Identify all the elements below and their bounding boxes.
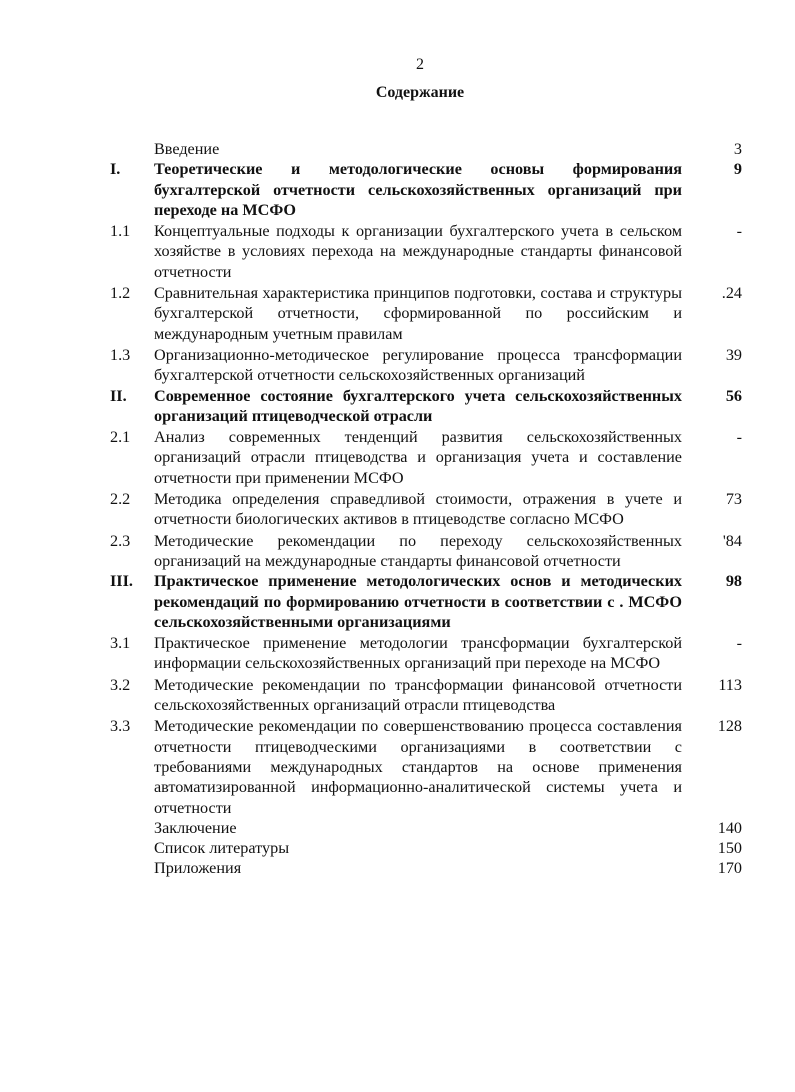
toc-entry-page: 150	[717, 839, 742, 858]
toc-entry-page: 140	[717, 818, 742, 837]
toc-entry-number: 3.1	[110, 634, 131, 653]
toc-entry-number: 3.3	[110, 717, 131, 736]
toc-entry-page: 73	[725, 490, 742, 509]
table-of-contents	[0, 139, 795, 879]
toc-entry-page: 98	[725, 572, 742, 591]
toc-entry-3-1	[0, 633, 795, 674]
toc-entry-number: 3.2	[110, 675, 131, 694]
toc-entry-conclusion	[0, 818, 795, 838]
page-number: 2	[416, 56, 424, 73]
toc-entry-number: 1.1	[110, 222, 131, 241]
toc-entry-2-3	[0, 531, 795, 572]
toc-entry-title: Методические рекомендации по совершенствованию процесса составления отчетности птицеводческими организациями в соответствии с требованиями международных стандартов на основе применения автоматизированной информационно-аналитической системы учета и отчетности	[154, 717, 682, 817]
toc-entry-title: Практическое применение методологии трансформации бухгалтерской информации сельскохозяйственных организаций при переходе на МСФО	[154, 634, 682, 673]
toc-entry-title: Сравнительная характеристика принципов подготовки, состава и структуры бухгалтерской отчетности, сформированной по российским и международным учетным правилам	[154, 284, 682, 343]
toc-entry-number: 1.3	[110, 345, 131, 364]
toc-entry-page: 3	[733, 140, 742, 158]
toc-entry-page: 39	[725, 345, 742, 364]
toc-entry-references	[0, 838, 795, 858]
toc-entry-title: Введение	[154, 140, 220, 158]
toc-entry-title: Приложения	[154, 859, 242, 878]
toc-entry-title: Методика определения справедливой стоимости, отражения в учете и отчетности биологических активов в птицеводстве согласно МСФО	[154, 490, 682, 529]
toc-entry-chapter-2	[0, 386, 795, 427]
toc-entry-page: -	[736, 634, 742, 653]
toc-entry-2-2	[0, 489, 795, 530]
toc-entry-number: 2.2	[110, 490, 131, 509]
toc-entry-page: 113	[718, 675, 742, 694]
toc-entry-1-3	[0, 345, 795, 386]
toc-entry-title: Современное состояние бухгалтерского учета сельскохозяйственных организаций птицеводческой отрасли	[154, 386, 682, 425]
toc-entry-title: Теоретические и методологические основы формирования бухгалтерской отчетности сельскохозяйственных организаций при переходе на МСФО	[154, 160, 682, 219]
toc-entry-number: I.	[110, 160, 121, 179]
toc-entry-title: Организационно-методическое регулирование процесса трансформации бухгалтерской отчетности сельскохозяйственных организаций	[154, 345, 682, 385]
toc-entry-1-2	[0, 283, 795, 344]
toc-entry-chapter-1	[0, 159, 795, 220]
toc-entry-3-3	[0, 716, 795, 817]
toc-entry-title: Практическое применение методологических основ и методических рекомендаций по формированию отчетности в соответствии с . МСФО сельскохозяйственными организациями	[154, 572, 682, 631]
toc-entry-chapter-3	[0, 571, 795, 632]
toc-entry-page: '84	[722, 531, 742, 550]
toc-entry-title: Методические рекомендации по трансформации финансовой отчетности сельскохозяйственных организаций отрасли птицеводства	[154, 675, 682, 715]
page-title: Содержание	[375, 84, 465, 101]
toc-entry-number: 2.3	[110, 531, 131, 550]
toc-entry-title: Заключение	[154, 818, 237, 837]
toc-entry-3-2	[0, 675, 795, 716]
toc-entry-appendices	[0, 858, 795, 878]
toc-entry-page: -	[736, 222, 742, 241]
toc-entry-number: 2.1	[110, 428, 131, 447]
toc-entry-2-1	[0, 427, 795, 488]
toc-entry-title: Анализ современных тенденций развития сельскохозяйственных организаций отрасли птицеводства и организация учета и составление отчетности при применении МСФО	[154, 428, 682, 487]
toc-entry-title: Методические рекомендации по переходу сельскохозяйственных организаций на международные стандарты финансовой отчетности	[154, 531, 682, 570]
toc-entry-page: 128	[717, 717, 742, 736]
toc-entry-page: 170	[717, 859, 742, 878]
toc-entry-1-1	[0, 221, 795, 282]
toc-entry-page: -	[736, 428, 742, 447]
toc-entry-number: III.	[110, 572, 133, 591]
toc-entry-number: 1.2	[110, 284, 131, 303]
toc-entry-title: Список литературы	[154, 839, 290, 858]
toc-entry-intro	[0, 139, 795, 159]
toc-entry-title: Концептуальные подходы к организации бухгалтерского учета в сельском хозяйстве в условиях перехода на международные стандарты финансовой отчетности	[154, 222, 682, 281]
toc-entry-number: II.	[110, 386, 127, 405]
toc-entry-page: .24	[721, 284, 742, 303]
toc-entry-page: 9	[733, 160, 742, 179]
toc-entry-page: 56	[725, 386, 742, 405]
